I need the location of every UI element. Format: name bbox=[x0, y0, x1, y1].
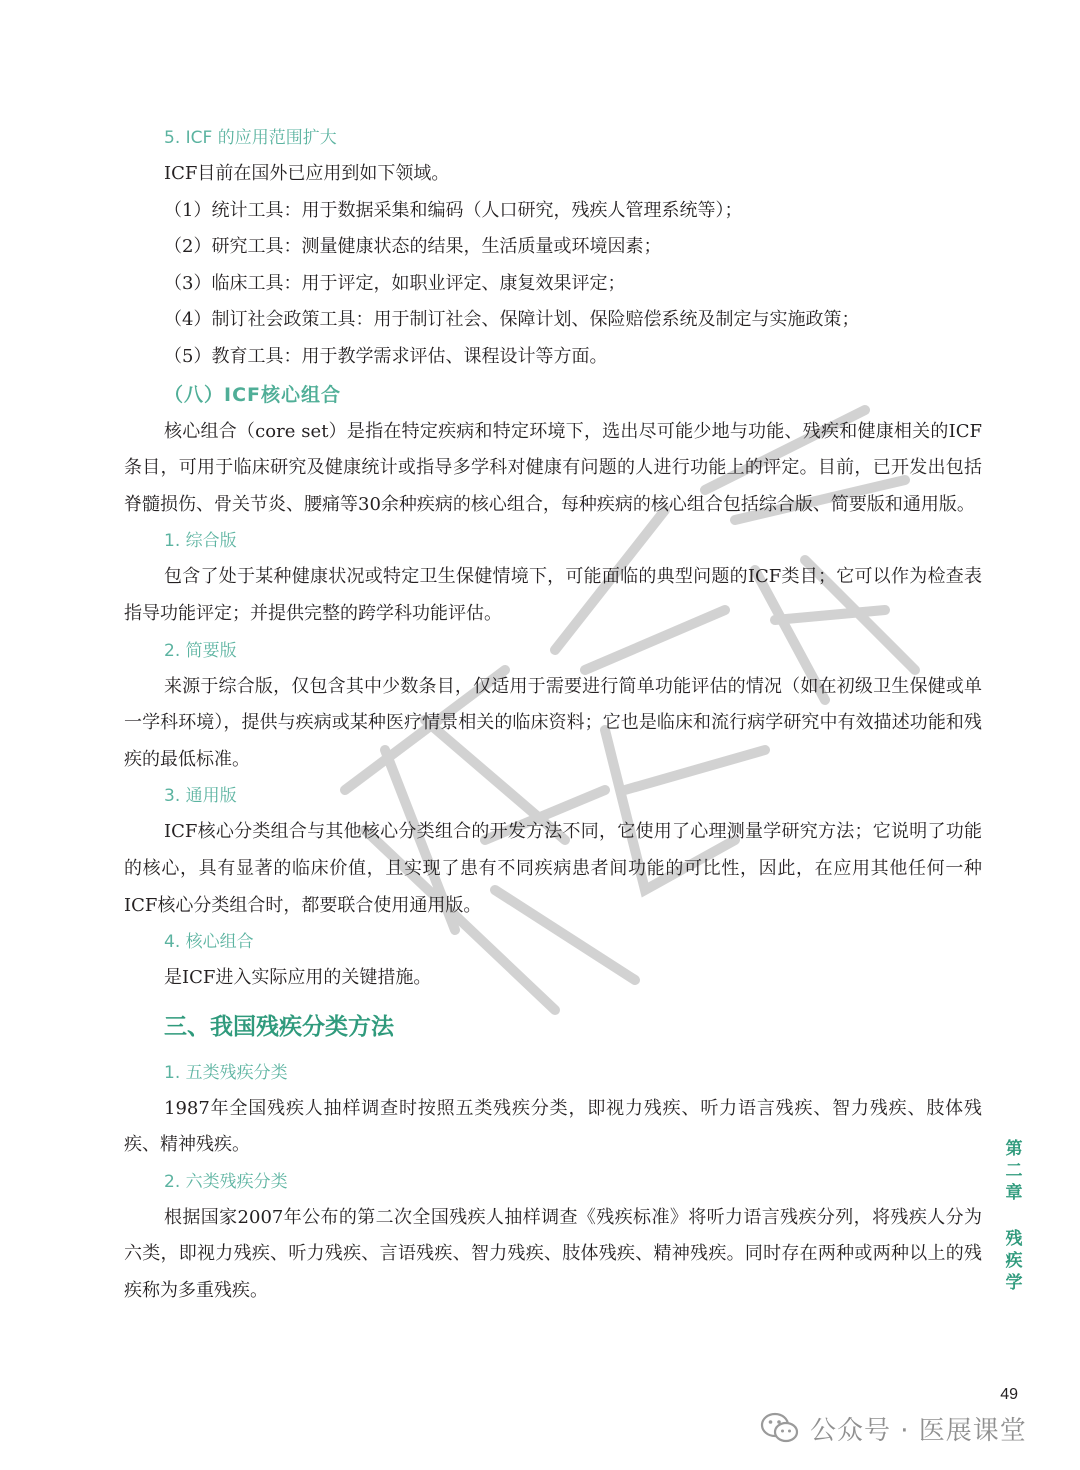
generic-title: 3. 通用版 bbox=[164, 786, 237, 807]
side-char: 学 bbox=[1005, 1273, 1023, 1293]
wechat-icon bbox=[760, 1411, 800, 1445]
brief-paragraph: 来源于综合版，仅包含其中少数条目，仅适用于需要进行简单功能评估的情况（如在初级卫生保健或单一学科环境），提供与疾病或某种医疗情景相关的临床资料；它也是临床和流行病学研究中有效描述功能和残疾的最低标准。 bbox=[124, 675, 982, 770]
page-content bbox=[124, 120, 982, 1310]
side-char: 残 bbox=[1005, 1229, 1023, 1249]
core-set-title: 4. 核心组合 bbox=[164, 932, 254, 953]
generic-paragraph: ICF核心分类组合与其他核心分类组合的开发方法不同，它使用了心理测量学研究方法；它说明了功能的核心，具有显著的临床价值，且实现了患有不同疾病患者间功能的可比性，因此，在应用其他任何一种ICF核心分类组合时，都要联合使用通用版。 bbox=[124, 821, 982, 916]
side-char: 第 bbox=[1005, 1139, 1023, 1159]
comprehensive-title: 1. 综合版 bbox=[164, 531, 237, 552]
brief-title: 2. 简要版 bbox=[164, 640, 237, 661]
section-8-paragraph: 核心组合（core set）是指在特定疾病和特定环境下，选出尽可能少地与功能、残疾和健康相关的ICF条目，可用于临床研究及健康统计或指导多学科对健康有问题的人进行功能上的评定。目前，已开发出包括脊髓损伤、骨关节炎、腰痛等30余种疾病的核心组合，每种疾病的核心组合包括综合版、简要版和通用版。 bbox=[124, 420, 982, 515]
six-class-title: 2. 六类残疾分类 bbox=[164, 1171, 288, 1192]
section-5-title: 5. ICF 的应用范围扩大 bbox=[164, 128, 337, 148]
page-number: 49 bbox=[1000, 1386, 1018, 1403]
watermark-text: 公众号 · 医展课堂 bbox=[810, 1415, 1027, 1446]
core-set-paragraph: 是ICF进入实际应用的关键措施。 bbox=[164, 967, 432, 989]
list-item: （3）临床工具：用于评定，如职业评定、康复效果评定； bbox=[164, 272, 626, 294]
comprehensive-paragraph: 包含了处于某种健康状况或特定卫生保健情境下，可能面临的典型问题的ICF类目；它可以作为检查表指导功能评定；并提供完整的跨学科功能评估。 bbox=[124, 566, 982, 624]
five-class-paragraph: 1987年全国残疾人抽样调查时按照五类残疾分类，即视力残疾、听力语言残疾、智力残疾、肢体残疾、精神残疾。 bbox=[124, 1097, 982, 1156]
list-item: （1）统计工具：用于数据采集和编码（人口研究，残疾人管理系统等）； bbox=[164, 199, 743, 221]
side-char: 章 bbox=[1005, 1183, 1023, 1203]
list-item: （2）研究工具：测量健康状态的结果，生活质量或环境因素； bbox=[164, 236, 662, 258]
section-5-intro: ICF目前在国外已应用到如下领域。 bbox=[164, 163, 450, 184]
list-item: （4）制订社会政策工具：用于制订社会、保障计划、保险赔偿系统及制定与实施政策； bbox=[164, 309, 860, 331]
wechat-watermark bbox=[760, 1406, 1027, 1450]
list-item: （5）教育工具：用于教学需求评估、课程设计等方面。 bbox=[164, 345, 608, 367]
side-tab-chapter bbox=[1001, 1138, 1027, 1204]
chapter-3-heading: 三、我国残疾分类方法 bbox=[164, 1013, 394, 1040]
side-tab-subject bbox=[1001, 1228, 1027, 1294]
side-char: 疾 bbox=[1005, 1251, 1023, 1271]
six-class-paragraph: 根据国家2007年公布的第二次全国残疾人抽样调查《残疾标准》将听力语言残疾分列，将残疾人分为六类，即视力残疾、听力残疾、言语残疾、智力残疾、肢体残疾、精神残疾。同时存在两种或两种以上的残疾称为多重残疾。 bbox=[124, 1206, 982, 1302]
section-8-title: （八）ICF核心组合 bbox=[164, 383, 341, 406]
side-char: 二 bbox=[1005, 1161, 1023, 1181]
five-class-title: 1. 五类残疾分类 bbox=[164, 1062, 288, 1083]
